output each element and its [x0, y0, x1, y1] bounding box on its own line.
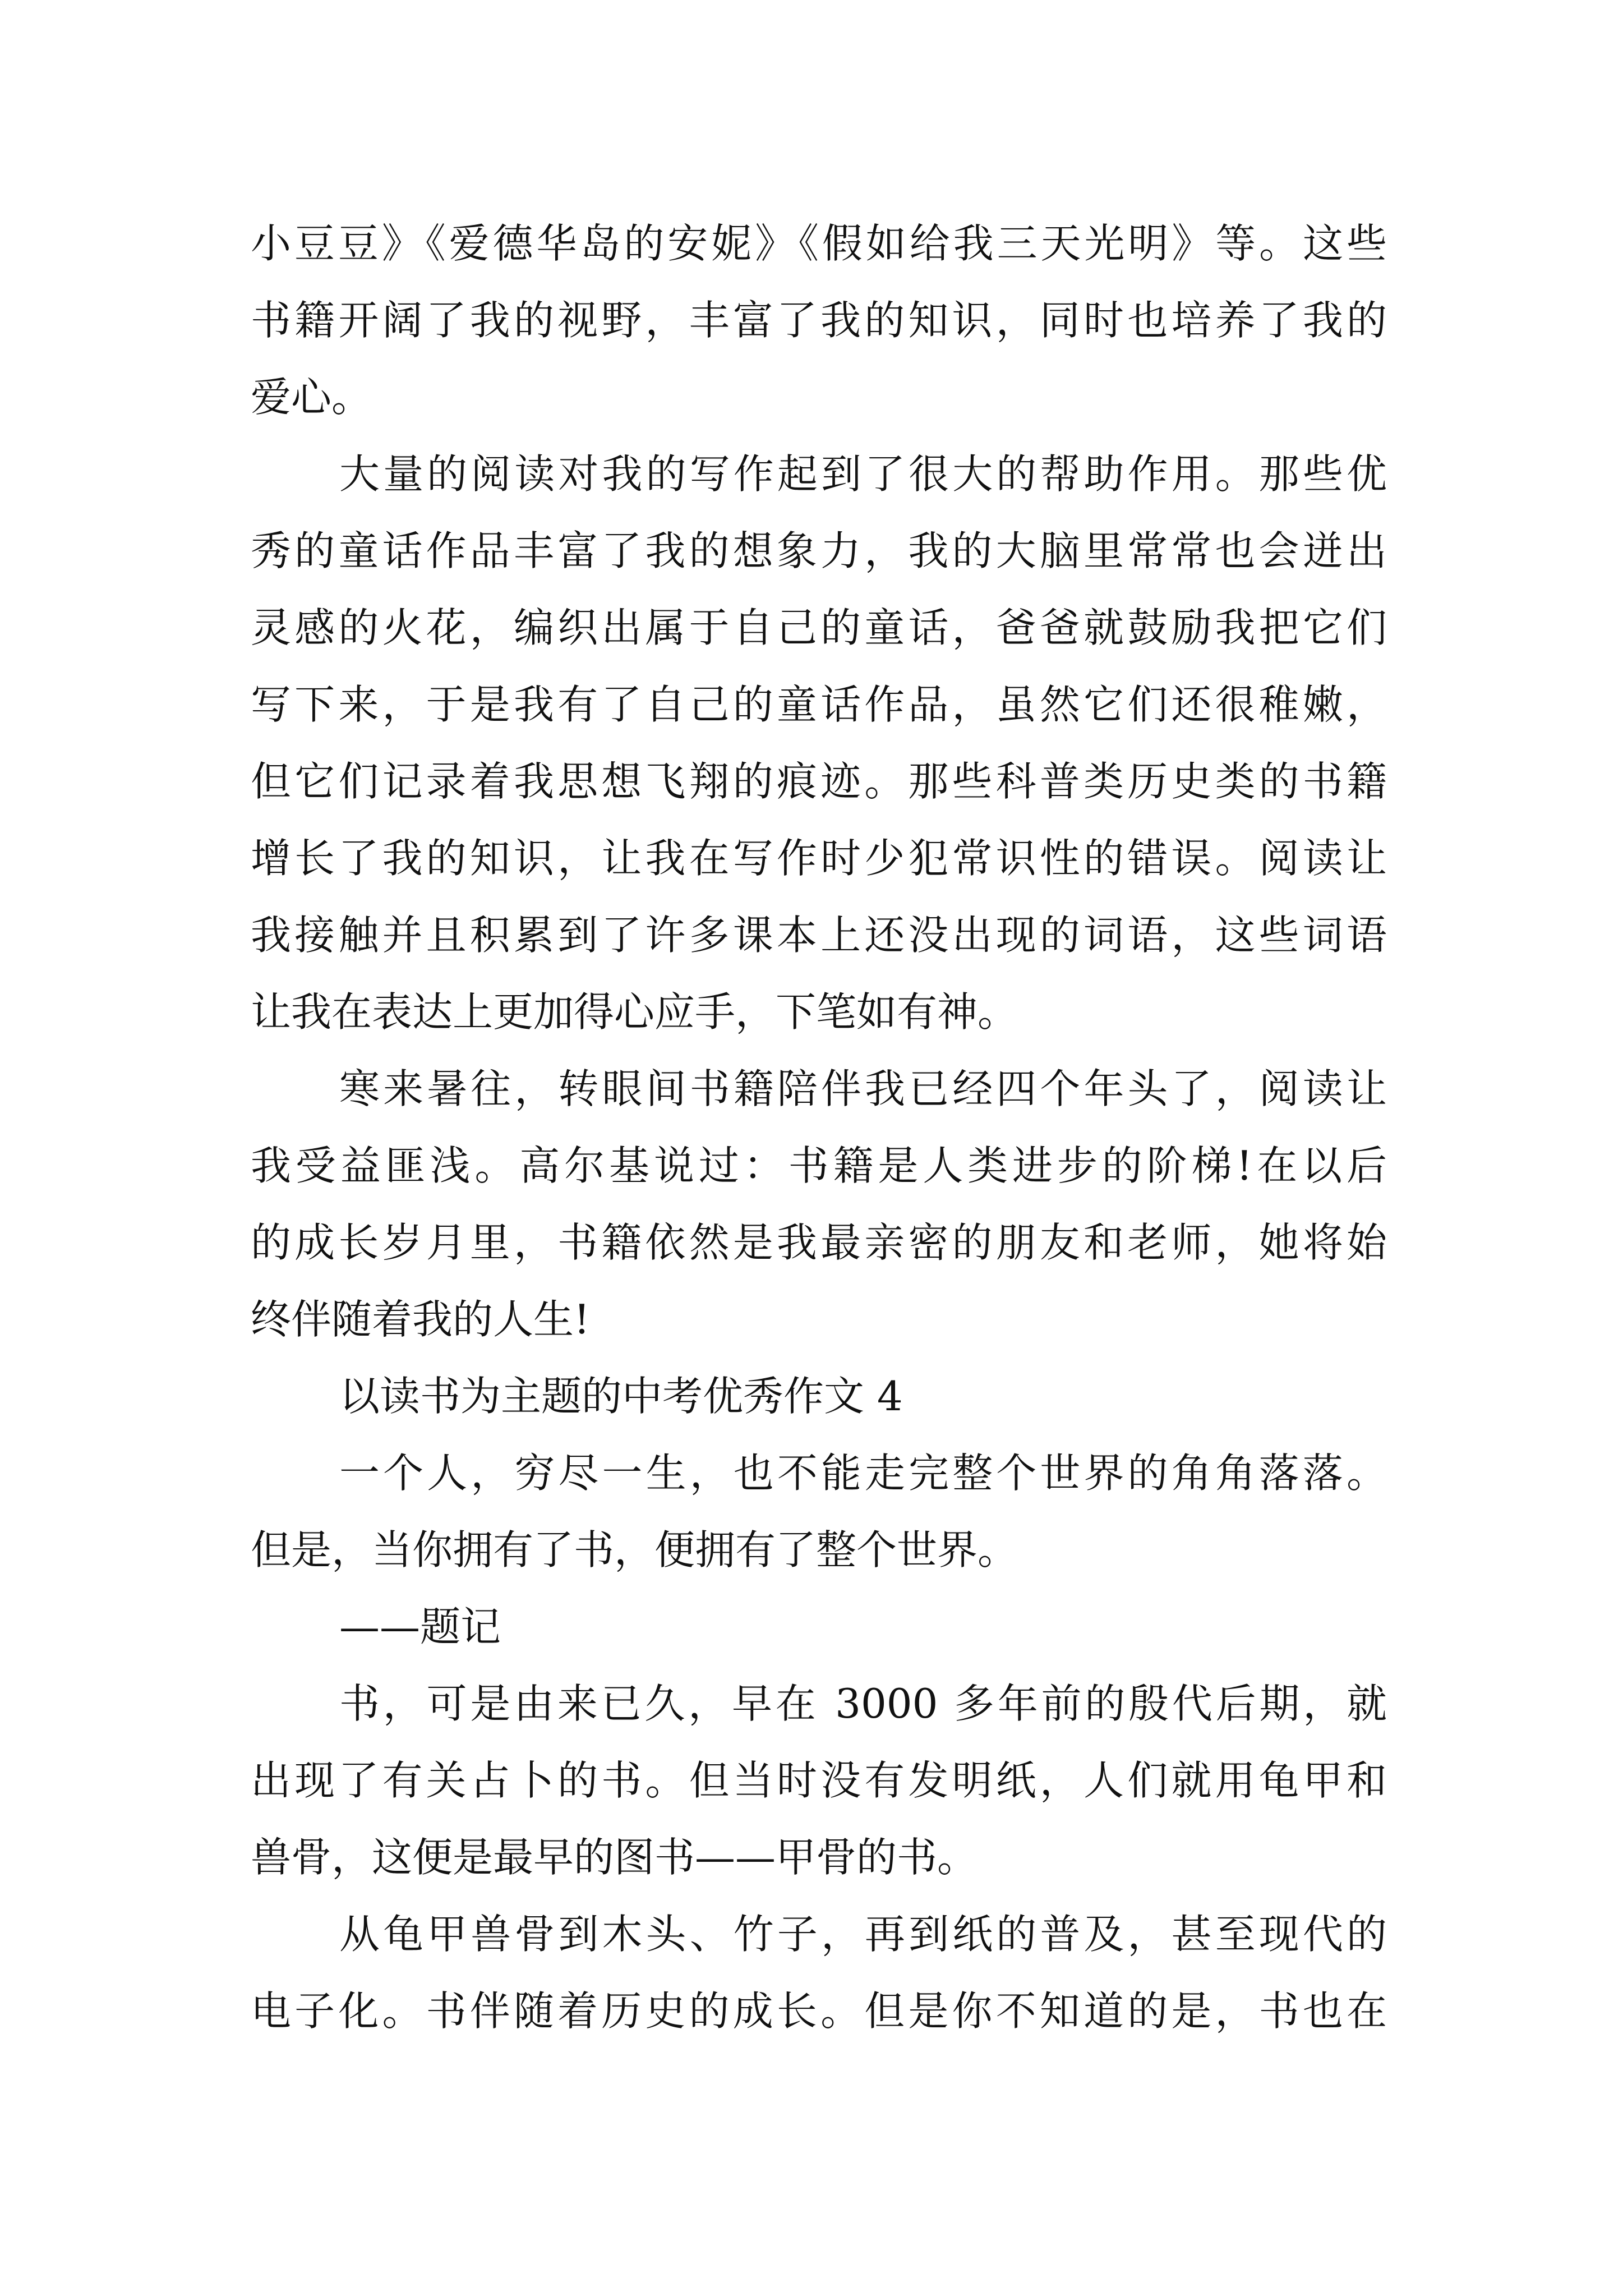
paragraph — [251, 1896, 1387, 2050]
text-line: 增长了我的知识，让我在写作时少犯常识性的错误。阅读让 — [251, 835, 1387, 882]
text-line: 但是，当你拥有了书，便拥有了整个世界。 — [251, 1526, 1018, 1573]
text-line: 一个人，穷尽一生，也不能走完整个世界的角角落落。 — [339, 1450, 1387, 1497]
text-line: 大量的阅读对我的写作起到了很大的帮助作用。那些优 — [339, 450, 1387, 498]
text-line: 寒来暑往，转眼间书籍陪伴我已经四个年头了，阅读让 — [339, 1065, 1387, 1112]
text-line: 书，可是由来已久，早在 3000 多年前的殷代后期，就 — [339, 1680, 1387, 1727]
section-heading-text: 以读书为主题的中考优秀作文 4 — [339, 1373, 903, 1420]
paragraph — [251, 1051, 1387, 1358]
text-line: 爱心。 — [251, 374, 372, 421]
section-heading — [251, 1358, 1387, 1435]
paragraph — [251, 1435, 1387, 1589]
text-line: 我受益匪浅。高尔基说过：书籍是人类进步的阶梯!在以后 — [251, 1142, 1387, 1189]
paragraph — [251, 205, 1387, 436]
epigraph-attribution-text: ——题记 — [339, 1603, 501, 1650]
text-line: 电子化。书伴随着历史的成长。但是你不知道的是，书也在 — [251, 1987, 1387, 2035]
text-line: 写下来，于是我有了自己的童话作品，虽然它们还很稚嫩， — [251, 681, 1387, 728]
text-line: 秀的童话作品丰富了我的想象力，我的大脑里常常也会迸出 — [251, 527, 1387, 574]
text-line: 灵感的火花，编织出属于自己的童话，爸爸就鼓励我把它们 — [251, 604, 1387, 651]
text-line: 但它们记录着我思想飞翔的痕迹。那些科普类历史类的书籍 — [251, 758, 1387, 805]
text-line: 让我在表达上更加得心应手，下笔如有神。 — [251, 988, 1018, 1036]
epigraph-attribution — [251, 1589, 1387, 1665]
paragraph — [251, 436, 1387, 1051]
text-line: 兽骨，这便是最早的图书——甲骨的书。 — [251, 1834, 978, 1881]
text-line: 小豆豆》《爱德华岛的安妮》《假如给我三天光明》等。这些 — [251, 220, 1387, 267]
text-line: 的成长岁月里，书籍依然是我最亲密的朋友和老师，她将始 — [251, 1219, 1387, 1266]
text-line: 终伴随着我的人生! — [251, 1296, 590, 1343]
text-line: 出现了有关占卜的书。但当时没有发明纸，人们就用龟甲和 — [251, 1757, 1387, 1804]
text-line: 我接触并且积累到了许多课本上还没出现的词语，这些词语 — [251, 912, 1387, 959]
document-body — [251, 205, 1387, 2050]
paragraph — [251, 1665, 1387, 1896]
text-line: 书籍开阔了我的视野，丰富了我的知识，同时也培养了我的 — [251, 297, 1387, 344]
text-line: 从龟甲兽骨到木头、竹子，再到纸的普及，甚至现代的 — [339, 1911, 1387, 1958]
